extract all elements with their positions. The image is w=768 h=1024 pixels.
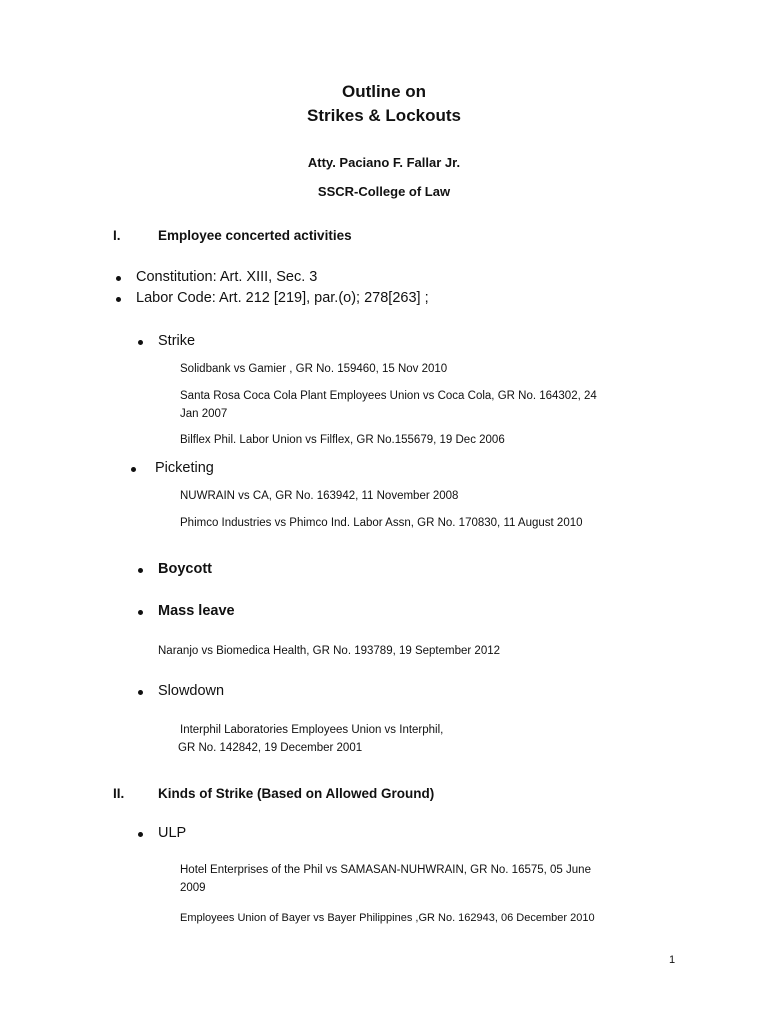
bullet-icon	[116, 297, 121, 302]
case-citation: Solidbank vs Gamier , GR No. 159460, 15 Nov 2010	[180, 363, 448, 375]
bullet-icon	[138, 610, 143, 615]
case-citation: Hotel Enterprises of the Phil vs SAMASAN-NUHWRAIN, GR No. 16575, 05 June 2009	[180, 864, 591, 894]
school: SSCR-College of Law	[317, 184, 451, 199]
bullet-icon	[131, 467, 136, 472]
bullet-icon	[116, 276, 121, 281]
boycott-label: Boycott	[158, 561, 212, 577]
case-citation: Interphil Laboratories Employees Union vs Interphil,	[180, 724, 444, 736]
bullet-icon	[138, 690, 143, 695]
legal-basis-label: Constitution	[136, 269, 213, 285]
section-2-title: Kinds of Strike (Based on Allowed Ground)	[158, 786, 435, 801]
title-line-1: Outline on	[341, 82, 427, 101]
case-citation: Bilflex Phil. Labor Union vs Filflex, GR No.155679, 19 Dec 2006	[180, 434, 505, 446]
bullet-icon	[138, 340, 143, 345]
section-1-number: I.	[113, 228, 121, 243]
bullet-icon	[138, 832, 143, 837]
case-citation: GR No. 142842, 19 December 2001	[178, 742, 363, 754]
case-citation: Naranjo vs Biomedica Health, GR No. 193789, 19 September 2012	[158, 645, 501, 657]
case-citation: NUWRAIN vs CA, GR No. 163942, 11 November 2008	[180, 490, 459, 502]
strike-label: Strike	[158, 333, 196, 349]
slowdown-label: Slowdown	[158, 683, 225, 699]
case-citation: Phimco Industries vs Phimco Ind. Labor Assn, GR No. 170830, 11 August 2010	[180, 517, 583, 529]
legal-basis-labor-code	[136, 290, 429, 306]
picketing-label: Picketing	[155, 460, 214, 476]
ulp-label: ULP	[158, 825, 187, 841]
title-line-2: Strikes & Lockouts	[307, 106, 461, 125]
bullet-icon	[138, 568, 143, 573]
mass-leave-label: Mass leave	[158, 603, 235, 619]
case-citation: Employees Union of Bayer vs Bayer Philippines ,GR No. 162943, 06 December 2010	[180, 912, 595, 924]
legal-basis-label: Labor Code	[136, 290, 212, 306]
legal-basis-text: : Art. 212 [219], par.(o); 278[263] ;	[211, 290, 429, 306]
section-1-title: Employee concerted activities	[158, 228, 352, 243]
section-2-number: II.	[113, 786, 125, 801]
author: Atty. Paciano F. Fallar Jr.	[307, 155, 461, 170]
case-citation: Santa Rosa Coca Cola Plant Employees Union vs Coca Cola, GR No. 164302, 24 Jan 2007	[180, 390, 597, 420]
page-number: 1	[669, 954, 676, 966]
legal-basis-constitution	[136, 269, 317, 285]
legal-basis-text: : Art. XIII, Sec. 3	[212, 269, 318, 285]
